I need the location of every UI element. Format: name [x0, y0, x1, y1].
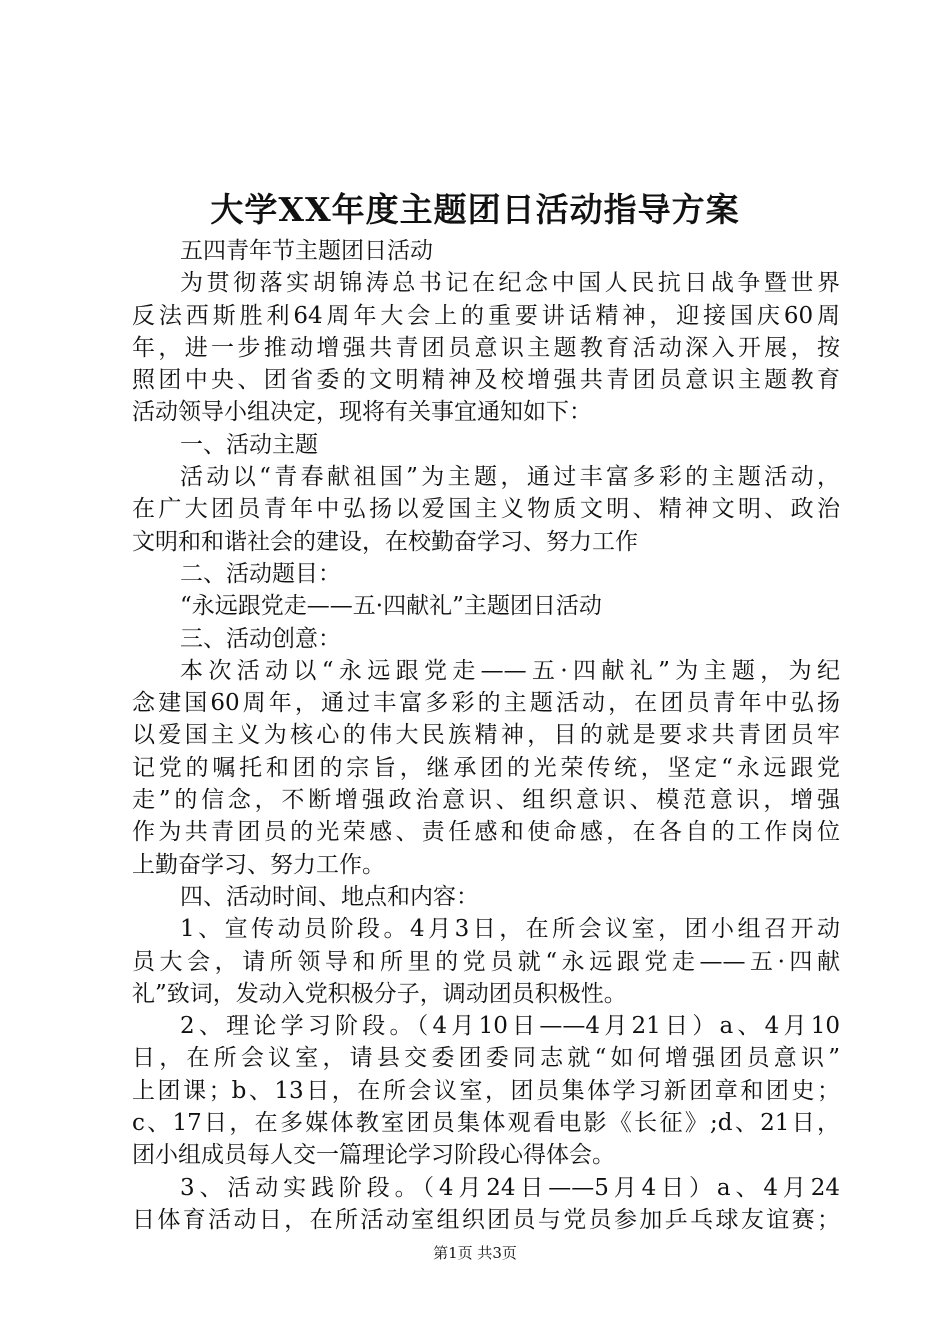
body-line: 日，在所会议室，请县交委团委同志就“如何增强团员意识”	[132, 1045, 840, 1072]
body-line: 上勤奋学习、努力工作。	[132, 851, 385, 878]
body-line: 活动以“青春献祖国”为主题，通过丰富多彩的主题活动，	[180, 464, 840, 491]
body-line: 文明和和谐社会的建设，在校勤奋学习、努力工作	[132, 528, 638, 555]
body-line: 员大会，请所领导和所里的党员就“永远跟党走——五·四献	[132, 948, 840, 975]
body-line: 四、活动时间、地点和内容：	[180, 883, 479, 910]
body-line: 一、活动主题	[180, 431, 318, 458]
body-line: 走”的信念，不断增强政治意识、组织意识、模范意识，增强	[132, 787, 840, 814]
body-line: 团小组成员每人交一篇理论学习阶段心得体会。	[132, 1142, 615, 1169]
body-line: 3、活动实践阶段。（4月24日——5月4日）a、4月24	[180, 1174, 840, 1201]
body-line: 以爱国主义为核心的伟大民族精神，目的就是要求共青团员牢	[132, 722, 840, 749]
body-line: “永远跟党走——五·四献礼”主题团日活动	[180, 593, 602, 620]
body-line: 礼”致词，发动入党积极分子，调动团员积极性。	[132, 980, 627, 1007]
body-line: 活动领导小组决定，现将有关事宜通知如下：	[132, 399, 592, 426]
body-line: 在广大团员青年中弘扬以爱国主义物质文明、精神文明、政治	[132, 496, 840, 523]
body-line: 1、宣传动员阶段。4月3日，在所会议室，团小组召开动	[180, 916, 840, 943]
body-line: 照团中央、团省委的文明精神及校增强共青团员意识主题教育	[132, 367, 840, 394]
page-footer: 第1页 共3页	[433, 1244, 517, 1262]
body-line: 反法西斯胜利64周年大会上的重要讲话精神，迎接国庆60周	[132, 302, 840, 329]
body-line: 年，进一步推动增强共青团员意识主题教育活动深入开展，按	[132, 334, 840, 361]
body-line: 二、活动题目：	[180, 560, 341, 587]
body-line: 本次活动以“永远跟党走——五·四献礼”为主题，为纪	[180, 657, 840, 684]
body-line: 作为共青团员的光荣感、责任感和使命感，在各自的工作岗位	[132, 819, 840, 846]
body-line: 记党的嘱托和团的宗旨，继承团的光荣传统，坚定“永远跟党	[132, 754, 840, 781]
document-body	[132, 235, 840, 1236]
body-line: 日体育活动日，在所活动室组织团员与党员参加乒乓球友谊赛；	[132, 1206, 840, 1233]
body-line: 为贯彻落实胡锦涛总书记在纪念中国人民抗日战争暨世界	[180, 270, 840, 297]
body-line: 2、理论学习阶段。（4月10日——4月21日）a、4月10	[180, 1013, 840, 1040]
body-line: 三、活动创意：	[180, 625, 341, 652]
body-line: 五四青年节主题团日活动	[180, 238, 433, 264]
document-title: 大学XX年度主题团日活动指导方案	[210, 190, 740, 229]
body-line: c、17日，在多媒体教室团员集体观看电影《长征》;d、21日，	[132, 1110, 840, 1137]
body-line: 念建国60周年，通过丰富多彩的主题活动，在团员青年中弘扬	[132, 690, 840, 717]
body-line: 上团课；b、13日，在所会议室，团员集体学习新团章和团史；	[132, 1077, 840, 1104]
